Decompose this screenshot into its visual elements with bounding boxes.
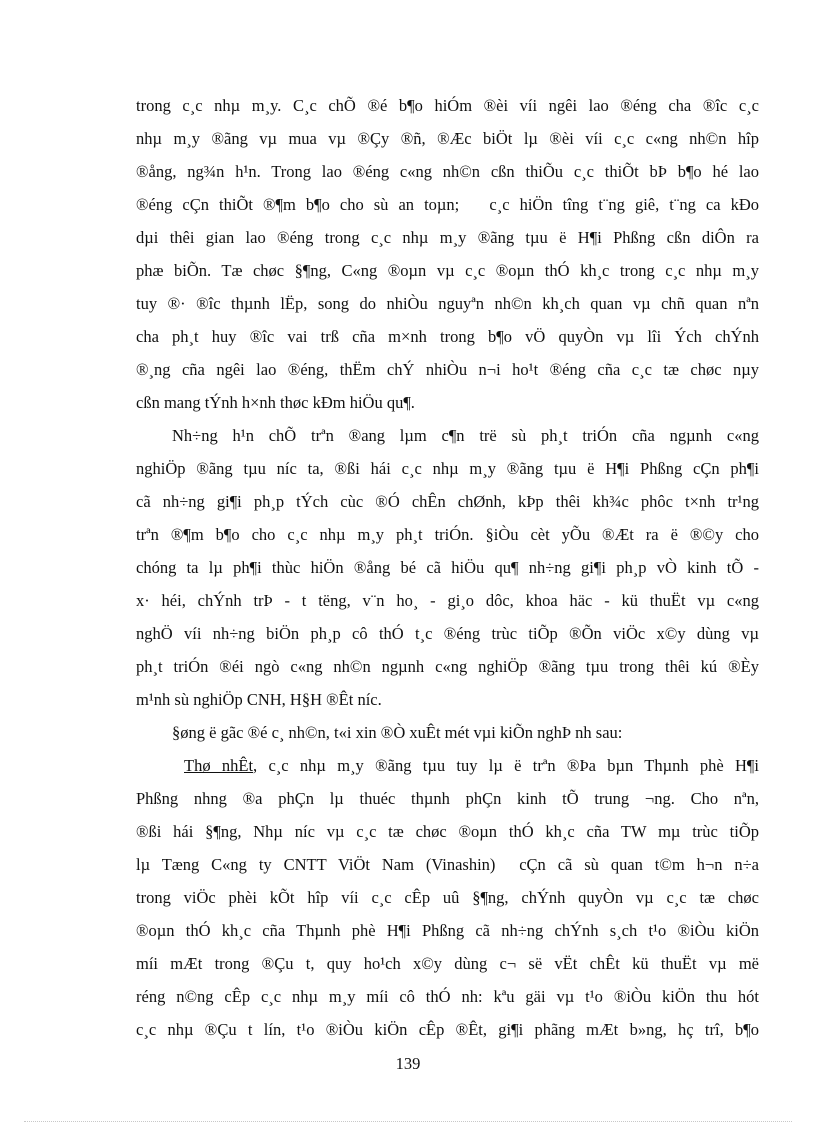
body-line: trong viÖc phèi kÕt hîp víi c¸c cÊp uû §¶ng, chÝnh quyÒn vµ c¸c tæ chøc [136, 888, 759, 907]
body-line: trong c¸c nhµ m¸y. C¸c chÕ ®é b¶o hiÓm ®èi víi ngêi lao ®éng cha ®îc c¸c [136, 96, 759, 115]
body-line: phæ biÕn. Tæ chøc §¶ng, C«ng ®oµn vµ c¸c ®oµn thÓ kh¸c trong c¸c nhµ m¸y [136, 261, 759, 280]
body-line: trªn ®¶m b¶o cho c¸c nhµ m¸y ph¸t triÓn. §iÒu cèt yÕu ®Æt ra ë ®©y cho [136, 525, 759, 544]
body-line: m¹nh sù nghiÖp CNH, H§H ®Êt níc. [136, 690, 382, 709]
body-line: Phßng nhng ®a phÇn lµ thuéc thµnh phÇn kinh tÕ trung ¬ng. Cho nªn, [136, 789, 759, 808]
body-line: chóng ta lµ ph¶i thùc hiÖn ®ång bé cã hiÖu qu¶ nh÷ng gi¶i ph¸p vÒ kinh tÕ - [136, 558, 759, 577]
body-line: ®ång, ng¾n h¹n. Trong lao ®éng c«ng nh©n cßn thiÕu c¸c thiÕt bÞ b¶o hé lao [136, 162, 759, 181]
body-line: lµ Tæng C«ng ty CNTT ViÖt Nam (Vinashin) cÇn cã sù quan t©m h¬n n÷a [136, 855, 759, 874]
body-line: míi mÆt trong ®Çu t, quy ho¹ch x©y dùng c¬ së vËt chÊt kü thuËt vµ më [136, 954, 759, 973]
page-number: 139 [395, 1054, 421, 1073]
body-line: ph¸t triÓn ®éi ngò c«ng nh©n ngµnh c«ng nghiÖp ®ãng tµu trong thêi kú ®Èy [136, 657, 759, 676]
footer-divider [24, 1121, 792, 1122]
body-line: c¸c nhµ ®Çu t lín, t¹o ®iÒu kiÖn cÊp ®Êt, gi¶i phãng mÆt b»ng, hç trî, b¶o [136, 1020, 759, 1039]
body-line: Nh÷ng h¹n chÕ trªn ®ang lµm c¶n trë sù ph¸t triÓn cña ngµnh c«ng [172, 426, 759, 445]
body-line: nghÖ víi nh÷ng biÖn ph¸p cô thÓ t¸c ®éng trùc tiÕp ®Õn viÖc x©y dùng vµ [136, 624, 759, 643]
body-line: ®ßi hái §¶ng, Nhµ níc vµ c¸c tæ chøc ®oµn thÓ kh¸c cña TW mµ trùc tiÕp [136, 822, 759, 841]
heading-rest: , c¸c nhµ m¸y ®ãng tµu tuy lµ ë trªn ®Þa bµn Thµnh phè H¶i [253, 756, 759, 775]
body-line: dµi thêi gian lao ®éng trong c¸c nhµ m¸y ®ãng tµu ë H¶i Phßng cßn diÔn ra [136, 228, 759, 247]
body-line: nhµ m¸y ®ãng vµ mua vµ ®Çy ®ñ, ®Æc biÖt lµ ®èi víi c¸c c«ng nh©n hîp [136, 129, 759, 148]
body-line: réng n©ng cÊp c¸c nhµ m¸y míi cô thÓ nh: kªu gäi vµ t¹o ®iÒu kiÖn thu hót [136, 987, 759, 1006]
body-line: nghiÖp ®ãng tµu níc ta, ®ßi hái c¸c nhµ m¸y ®ãng tµu ë H¶i Phßng cÇn ph¶i [136, 459, 759, 478]
body-line: ®éng cÇn thiÕt ®¶m b¶o cho sù an toµn; c¸c hiÖn tîng t¨ng giê, t¨ng ca kÐo [136, 195, 759, 214]
body-line: ®¸ng cña ngêi lao ®éng, thËm chÝ nhiÒu n¬i ho¹t ®éng cña c¸c tæ chøc nµy [136, 360, 759, 379]
body-line: tuy ®· ®îc thµnh lËp, song do nhiÒu nguyªn nh©n kh¸ch quan vµ chñ quan nªn [136, 294, 759, 313]
body-line: cã nh÷ng gi¶i ph¸p tÝch cùc ®Ó chÊn chØnh, kÞp thêi kh¾c phôc t×nh tr¹ng [136, 492, 759, 511]
body-line: x· héi, chÝnh trÞ - t tëng, v¨n ho¸ - gi¸o dôc, khoa häc - kü thuËt vµ c«ng [136, 591, 759, 610]
body-line: §øng ë gãc ®é c¸ nh©n, t«i xin ®Ò xuÊt mét vµi kiÕn nghÞ nh sau: [172, 723, 623, 742]
body-line: ®oµn thÓ kh¸c cña Thµnh phè H¶i Phßng cã nh÷ng chÝnh s¸ch t¹o ®iÒu kiÖn [136, 921, 759, 940]
body-line: cßn mang tÝnh h×nh thøc kÐm hiÖu qu¶. [136, 393, 415, 412]
body-line: cha ph¸t huy ®îc vai trß cña m×nh trong b¶o vÖ quyÒn vµ lîi Ých chÝnh [136, 327, 759, 346]
underlined-heading: Thø nhÊt [184, 756, 254, 775]
section-heading-line [184, 756, 759, 776]
